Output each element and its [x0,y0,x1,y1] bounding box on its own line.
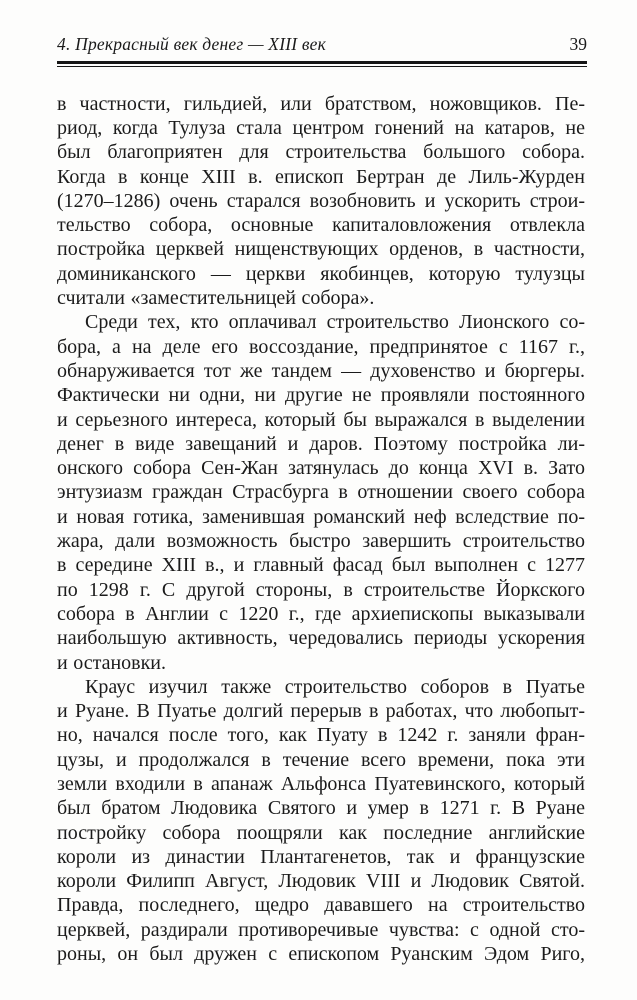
text-line: был благоприятен для строительства большого собора. [57,141,585,164]
paragraph [57,675,585,967]
text-line: денег в виде завещаний и даров. Поэтому постройка ли- [57,432,585,455]
page-number: 39 [569,34,587,54]
paragraph [57,310,585,674]
text-line: собора в Англии с 1220 г., где архиепископы выказывали [57,602,585,625]
chapter-title: 4. Прекрасный век денег — XIII век [57,34,327,54]
text-line: Когда в конце XIII в. епископ Бертран де Лиль-Журден [57,165,585,188]
text-line: бора, а на деле его воссоздание, предпринятое с 1167 г., [57,335,585,358]
text-line: считали «заместительницей собора». [57,287,375,310]
running-head [57,0,587,55]
text-line: риод, когда Тулуза стала центром гонений на катаров, не [57,116,585,139]
header-rule [57,61,587,67]
text-line: в середине XIII в., и главный фасад был выполнен с 1277 [57,554,585,577]
text-line: постройка церквей нищенствующих орденов, в частности, [57,238,585,261]
text-line: Правда, последнего, щедро дававшего на строительство [57,894,585,917]
text-line: но, начался после того, как Пуату в 1242 г. заняли фран- [57,724,585,747]
text-line: (1270–1286) очень старался возобновить и ускорить строи- [57,189,585,212]
text-line: жара, дали возможность быстро завершить строительство [57,530,585,553]
text-line: доминиканского — церкви якобинцев, которую тулузцы [57,262,585,285]
text-line: онского собора Сен-Жан затянулась до конца XVI в. Зато [57,457,585,480]
text-line: постройку собора поощряли как последние английские [57,821,585,844]
text-line: и Руане. В Пуатье долгий перерыв в работах, что любопыт- [57,700,585,723]
text-line: энтузиазм граждан Страсбурга в отношении своего собора [57,481,585,504]
text-line: в частности, гильдией, или братством, ножовщиков. Пе- [57,92,585,115]
text-line: и остановки. [57,651,167,674]
text-line: короли из династии Плантагенетов, так и французские [57,845,585,868]
text-line: церквей, раздирали противоречивые чувства: с одной сто- [57,918,585,941]
text-line: и новая готика, заменившая романский неф вследствие по- [57,505,585,528]
text-line: роны, он был дружен с епископом Руанским Эдом Риго, [57,943,585,966]
text-line: по 1298 г. С другой стороны, в строительстве Йоркского [57,578,585,601]
text-line: наибольшую активность, чередовались периоды ускорения [57,627,585,650]
body-text [57,92,585,967]
text-line: Краус изучил также строительство соборов в Пуатье [85,675,585,698]
text-line: земли входили в апанаж Альфонса Пуатевинского, который [57,773,585,795]
text-line: обнаруживается тот же тандем — духовенство и бюргеры. [57,359,585,382]
header-rule-thin-line [57,66,587,67]
text-line: тельство собора, основные капиталовложения отвлекла [57,214,585,237]
paragraph [57,92,585,311]
header-rule-thick-line [57,61,587,64]
text-line: Среди тех, кто оплачивал строительство Лионского со- [85,311,585,334]
text-line: и серьезного интереса, который бы выражался в выделении [57,408,585,431]
text-line: Фактически ни одни, ни другие не проявляли постоянного [57,384,585,407]
text-line: короли Филипп Август, Людовик VIII и Людовик Святой. [57,870,585,893]
text-line: цузы, и продолжался в течение всего времени, пока эти [57,748,585,771]
text-line: был братом Людовика Святого и умер в 1271 г. В Руане [57,797,585,820]
